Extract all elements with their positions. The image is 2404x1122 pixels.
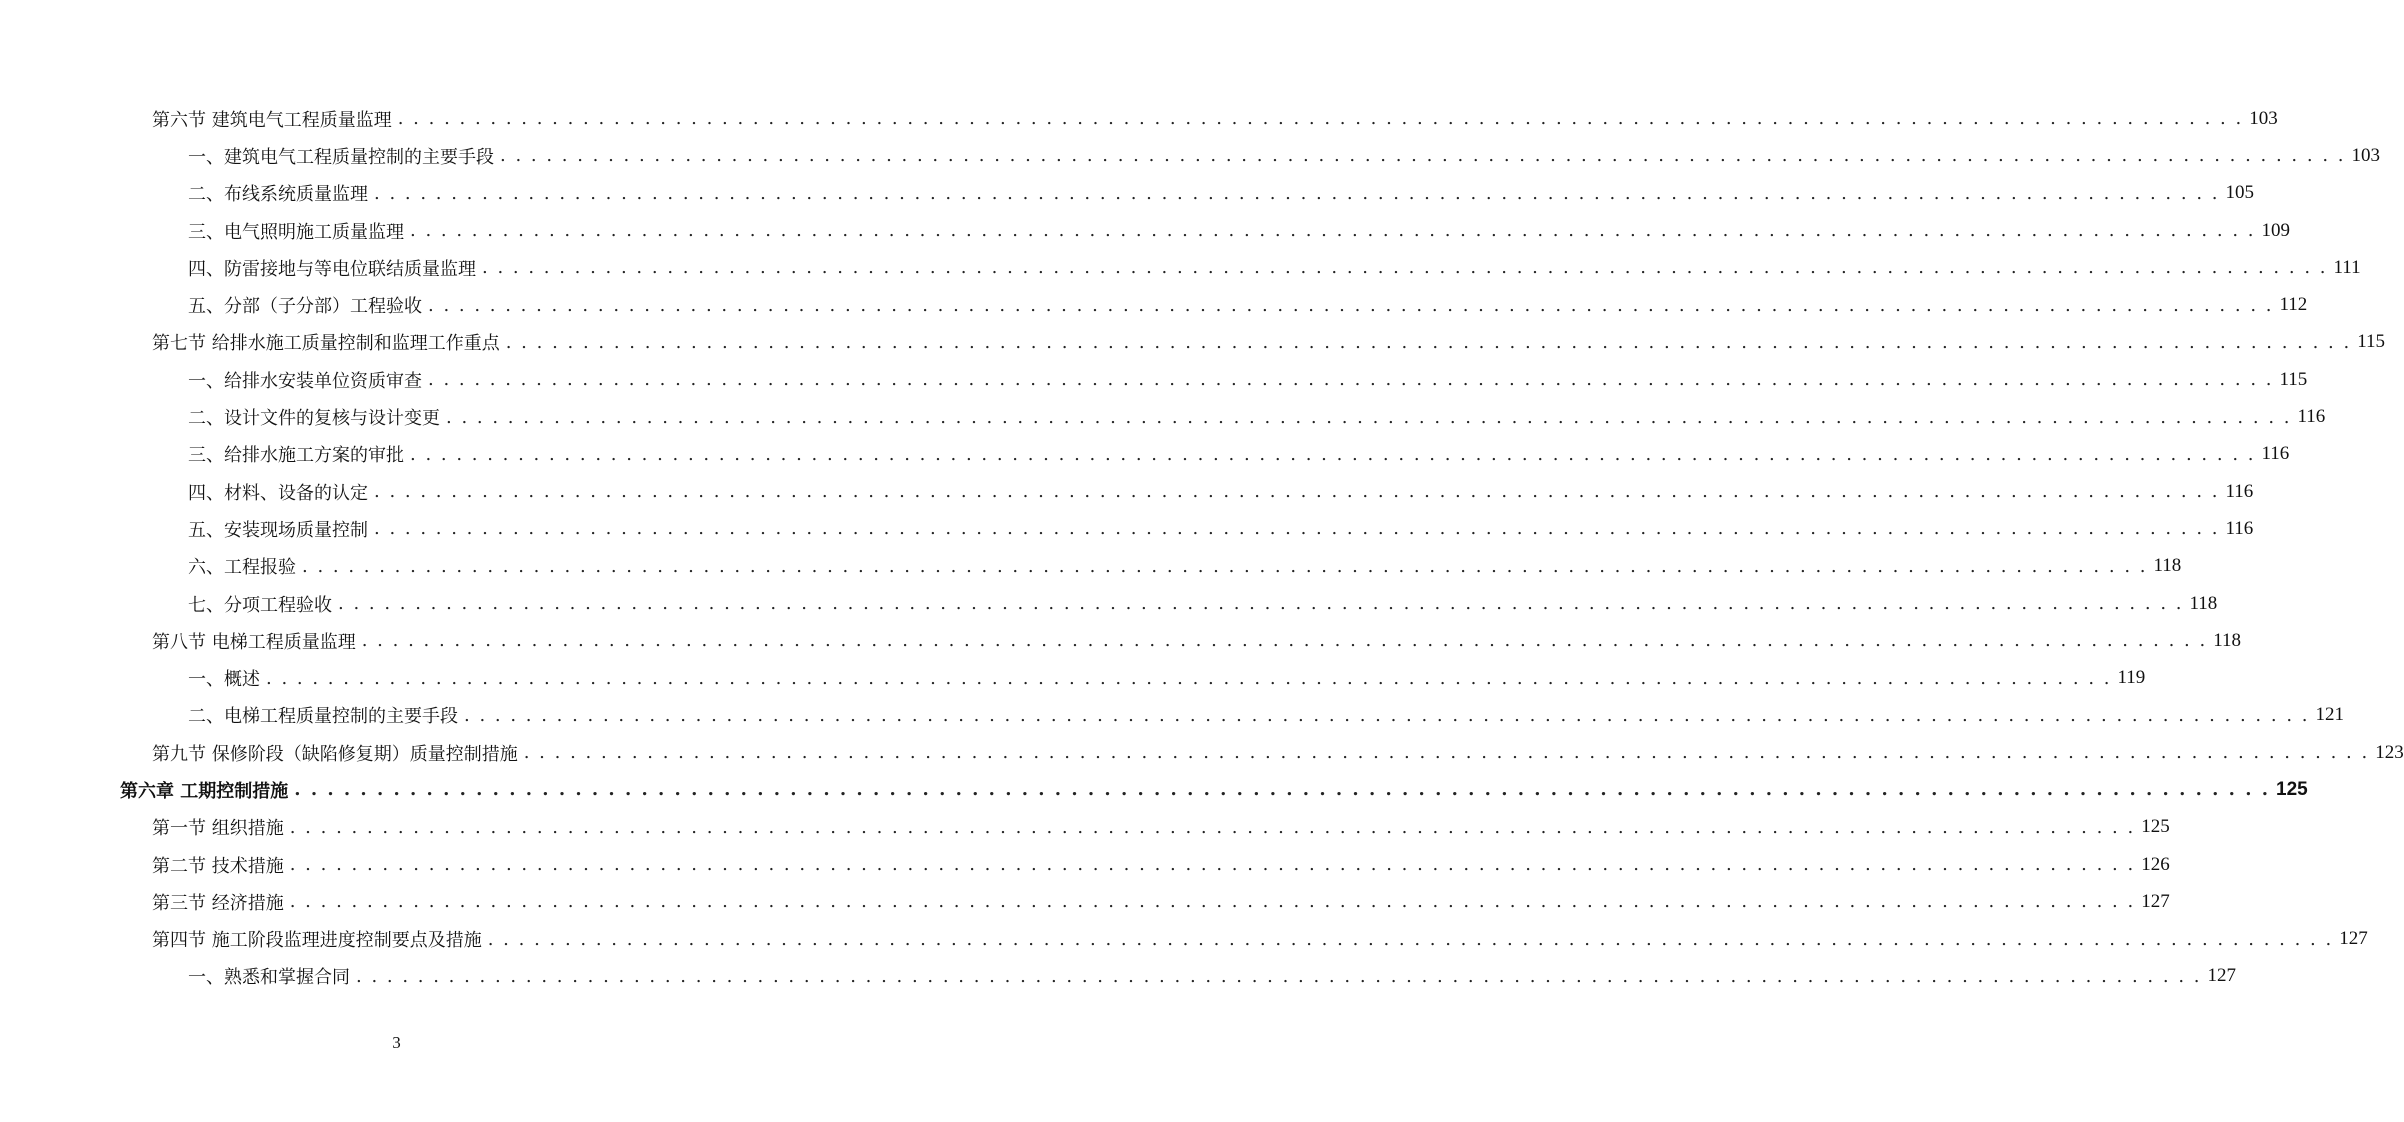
toc-entry-title: 七、分项工程验收 [188, 594, 332, 616]
toc-entry-title: 第八节 电梯工程质量监理 [152, 631, 356, 653]
toc-entry-line [188, 665, 2146, 691]
toc-entry-page: 112 [2279, 294, 2308, 316]
toc-entry-page: 115 [2357, 331, 2386, 353]
toc-entry-page: 126 [2141, 853, 2170, 875]
dot-leader: . . . . . . . . . . . . . . . . . . . . . . . . . . . . . . . . . . . . . . . . . . . . . . . . . . . . . . . . . . . . . . . . . . . . . . . . . . . . . . . . . . . . . . . . . . . . . . . . . . . . . . . . . . . . . . . . . . . . . . . . [446, 406, 2292, 428]
toc-entry-title: 六、工程报验 [188, 557, 296, 579]
toc-entry-line [188, 516, 2254, 542]
toc-section-entry[interactable] [0, 809, 2170, 846]
page-number: 3 [392, 1033, 401, 1052]
toc-entry-line [152, 814, 2170, 840]
dot-leader: . . . . . . . . . . . . . . . . . . . . . . . . . . . . . . . . . . . . . . . . . . . . . . . . . . . . . . . . . . . . . . . . . . . . . . . . . . . . . . . . . . . . . . . . . . . . . . . . . . . . . . . . . . . . . . . . . . . . . . . . [505, 331, 2352, 353]
toc-entry-title: 五、安装现场质量控制 [188, 519, 368, 541]
toc-subsection-entry[interactable] [0, 398, 2326, 435]
toc-entry-line [152, 852, 2170, 878]
toc-entry-title: 四、材料、设备的认定 [188, 482, 368, 504]
dot-leader: . . . . . . . . . . . . . . . . . . . . . . . . . . . . . . . . . . . . . . . . . . . . . . . . . . . . . . . . . . . . . . . . . . . . . . . . . . . . . . . . . . . . . . . . . . . . . . . . . . . . . . . . . . . . . . . . . . . . . . . . [302, 555, 2148, 577]
toc-subsection-entry[interactable] [0, 473, 2254, 510]
toc-entry-line [188, 591, 2218, 617]
toc-subsection-entry[interactable] [0, 212, 2290, 249]
toc-entry-line [188, 143, 2380, 169]
toc-subsection-entry[interactable] [0, 175, 2254, 212]
toc-entry-page: 111 [2333, 256, 2361, 278]
toc-subsection-entry[interactable] [0, 249, 2361, 286]
table-of-contents [0, 100, 2404, 995]
dot-leader: . . . . . . . . . . . . . . . . . . . . . . . . . . . . . . . . . . . . . . . . . . . . . . . . . . . . . . . . . . . . . . . . . . . . . . . . . . . . . . . . . . . . . . . . . . . . . . . . . . . . . . . . . . . . . . . . . . . . . . . . [482, 257, 2328, 279]
toc-entry-page: 116 [2297, 406, 2326, 428]
toc-entry-line [152, 329, 2386, 355]
dot-leader: . . . . . . . . . . . . . . . . . . . . . . . . . . . . . . . . . . . . . . . . . . . . . . . . . . . . . . . . . . . . . . . . . . . . . . . . . . . . . . . . . . . . . . . . . . . . . . . . . . . . . . . . . . . . . . . . . . . . . . . . [428, 369, 2274, 391]
toc-entry-line [188, 479, 2254, 505]
toc-entry-title: 三、给排水施工方案的审批 [188, 445, 404, 467]
dot-leader: . . . . . . . . . . . . . . . . . . . . . . . . . . . . . . . . . . . . . . . . . . . . . . . . . . . . . . . . . . . . . . . . . . . . . . . . . . . . . . . . . . . . . . . . . . . . . . . . . . . . . . . . . . . . . . . . . . . . . . . . [410, 443, 2256, 465]
toc-entry-title: 一、概述 [188, 669, 260, 691]
toc-entry-line [152, 926, 2368, 952]
dot-leader: . . . . . . . . . . . . . . . . . . . . . . . . . . . . . . . . . . . . . . . . . . . . . . . . . . . . . . . . . . . . . . . . . . . . . . . . . . . . . . . . . . . . . . . . . . . . . . . . . . . . . . . . . . . . . . . . . . . . . . . . [338, 593, 2184, 614]
dot-leader: . . . . . . . . . . . . . . . . . . . . . . . . . . . . . . . . . . . . . . . . . . . . . . . . . . . . . . . . . . . . . . . . . . . . . . . . . . . . . . . . . . . . . . . . . . . . . . . . . . . . . . . . . . . . . . . . . . . . . . . . [374, 481, 2220, 503]
toc-subsection-entry[interactable] [0, 510, 2254, 547]
toc-entry-line [188, 367, 2308, 393]
dot-leader: . . . . . . . . . . . . . . . . . . . . . . . . . . . . . . . . . . . . . . . . . . . . . . . . . . . . . . . . . . . . . . . . . . . . . . . . . . . . . . . . . . . . . . . . . . . . . . . . . . . . . . . . . . . . . . . . . . . . . . . . [356, 965, 2202, 987]
toc-chapter-entry[interactable] [0, 771, 2308, 808]
toc-entry-page: 118 [2189, 592, 2218, 614]
dot-leader: . . . . . . . . . . . . . . . . . . . . . . . . . . . . . . . . . . . . . . . . . . . . . . . . . . . . . . . . . . . . . . . . . . . . . . . . . . . . . . . . . . . . . . . . . . . . . . . . . . . . . . . . . . . . . . . . . . . . . . . . [266, 667, 2112, 689]
toc-entry-line [188, 218, 2290, 244]
toc-entry-page: 105 [2225, 182, 2254, 204]
toc-entry-page: 125 [2141, 816, 2170, 838]
toc-entry-title: 第七节 给排水施工质量控制和监理工作重点 [152, 333, 500, 355]
toc-entry-title: 二、设计文件的复核与设计变更 [188, 408, 440, 430]
toc-entry-line [188, 441, 2290, 467]
toc-entry-page: 123 [2375, 741, 2404, 763]
dot-leader: . . . . . . . . . . . . . . . . . . . . . . . . . . . . . . . . . . . . . . . . . . . . . . . . . . . . . . . . . . . . . . . . . . . . . . . . . . . . . . . . . . . . . . . . . . . . . . . . . . . . . . . . . . . . . . . . . . . . . . . . [374, 182, 2220, 204]
toc-section-entry[interactable] [0, 921, 2368, 958]
dot-leader: . . . . . . . . . . . . . . . . . . . . . . . . . . . . . . . . . . . . . . . . . . . . . . . . . . . . . . . . . . . . . . . . . . . . . . . . . . . . . . . . . . . . . . . . . . . . . . . . . . . . . . . . . . . . . . . . . . . . . . . . [294, 779, 2270, 801]
dot-leader: . . . . . . . . . . . . . . . . . . . . . . . . . . . . . . . . . . . . . . . . . . . . . . . . . . . . . . . . . . . . . . . . . . . . . . . . . . . . . . . . . . . . . . . . . . . . . . . . . . . . . . . . . . . . . . . . . . . . . . . . [464, 704, 2310, 726]
dot-leader: . . . . . . . . . . . . . . . . . . . . . . . . . . . . . . . . . . . . . . . . . . . . . . . . . . . . . . . . . . . . . . . . . . . . . . . . . . . . . . . . . . . . . . . . . . . . . . . . . . . . . . . . . . . . . . . . . . . . . . . . [523, 742, 2370, 764]
toc-entry-page: 118 [2213, 629, 2242, 651]
toc-entry-line [188, 553, 2182, 579]
toc-entry-page: 116 [2225, 517, 2254, 539]
toc-entry-line [188, 963, 2236, 989]
toc-entry-line [188, 292, 2308, 318]
toc-subsection-entry[interactable] [0, 659, 2146, 696]
toc-section-entry[interactable] [0, 883, 2170, 920]
toc-entry-title: 五、分部（子分部）工程验收 [188, 296, 422, 318]
toc-entry-page: 116 [2261, 443, 2290, 465]
toc-entry-page: 127 [2207, 965, 2236, 987]
toc-entry-title: 第六章 工期控制措施 [120, 780, 289, 802]
toc-entry-title: 二、布线系统质量监理 [188, 184, 368, 206]
toc-entry-page: 103 [2351, 144, 2380, 166]
toc-entry-title: 一、熟悉和掌握合同 [188, 967, 350, 989]
toc-section-entry[interactable] [0, 324, 2386, 361]
toc-entry-line [188, 404, 2326, 430]
toc-entry-title: 第四节 施工阶段监理进度控制要点及措施 [152, 930, 482, 952]
toc-entry-page: 118 [2153, 555, 2182, 577]
dot-leader: . . . . . . . . . . . . . . . . . . . . . . . . . . . . . . . . . . . . . . . . . . . . . . . . . . . . . . . . . . . . . . . . . . . . . . . . . . . . . . . . . . . . . . . . . . . . . . . . . . . . . . . . . . . . . . . . . . . . . . . . [289, 854, 2136, 876]
dot-leader: . . . . . . . . . . . . . . . . . . . . . . . . . . . . . . . . . . . . . . . . . . . . . . . . . . . . . . . . . . . . . . . . . . . . . . . . . . . . . . . . . . . . . . . . . . . . . . . . . . . . . . . . . . . . . . . . . . . . . . . . [374, 518, 2220, 540]
toc-subsection-entry[interactable] [0, 548, 2182, 585]
toc-entry-title: 第二节 技术措施 [152, 855, 284, 877]
toc-entry-line [188, 702, 2344, 728]
toc-entry-title: 三、电气照明施工质量监理 [188, 221, 404, 243]
toc-entry-page: 116 [2225, 480, 2254, 502]
dot-leader: . . . . . . . . . . . . . . . . . . . . . . . . . . . . . . . . . . . . . . . . . . . . . . . . . . . . . . . . . . . . . . . . . . . . . . . . . . . . . . . . . . . . . . . . . . . . . . . . . . . . . . . . . . . . . . . . . . . . . . . . [500, 145, 2346, 167]
dot-leader: . . . . . . . . . . . . . . . . . . . . . . . . . . . . . . . . . . . . . . . . . . . . . . . . . . . . . . . . . . . . . . . . . . . . . . . . . . . . . . . . . . . . . . . . . . . . . . . . . . . . . . . . . . . . . . . . . . . . . . . . [410, 220, 2256, 242]
toc-subsection-entry[interactable] [0, 585, 2218, 622]
toc-entry-title: 第九节 保修阶段（缺陷修复期）质量控制措施 [152, 743, 518, 765]
toc-subsection-entry[interactable] [0, 958, 2236, 995]
toc-entry-title: 四、防雷接地与等电位联结质量监理 [188, 258, 476, 280]
toc-entry-line [120, 777, 2308, 803]
dot-leader: . . . . . . . . . . . . . . . . . . . . . . . . . . . . . . . . . . . . . . . . . . . . . . . . . . . . . . . . . . . . . . . . . . . . . . . . . . . . . . . . . . . . . . . . . . . . . . . . . . . . . . . . . . . . . . . . . . . . . . . . [289, 891, 2136, 913]
toc-entry-page: 125 [2276, 778, 2308, 800]
toc-entry-title: 第六节 建筑电气工程质量监理 [152, 109, 392, 131]
toc-entry-title: 一、给排水安装单位资质审查 [188, 370, 422, 392]
toc-entry-page: 119 [2117, 667, 2146, 689]
dot-leader: . . . . . . . . . . . . . . . . . . . . . . . . . . . . . . . . . . . . . . . . . . . . . . . . . . . . . . . . . . . . . . . . . . . . . . . . . . . . . . . . . . . . . . . . . . . . . . . . . . . . . . . . . . . . . . . . . . . . . . . . [428, 294, 2274, 316]
toc-entry-page: 127 [2339, 928, 2368, 950]
toc-entry-title: 第三节 经济措施 [152, 892, 284, 914]
toc-entry-page: 115 [2279, 368, 2308, 390]
toc-subsection-entry[interactable] [0, 436, 2290, 473]
toc-entry-page: 121 [2315, 704, 2344, 726]
toc-section-entry[interactable] [0, 100, 2278, 137]
toc-subsection-entry[interactable] [0, 361, 2308, 398]
toc-entry-title: 一、建筑电气工程质量控制的主要手段 [188, 146, 494, 168]
toc-entry-line [152, 106, 2278, 132]
toc-section-entry[interactable] [0, 622, 2242, 659]
toc-entry-line [152, 889, 2170, 915]
dot-leader: . . . . . . . . . . . . . . . . . . . . . . . . . . . . . . . . . . . . . . . . . . . . . . . . . . . . . . . . . . . . . . . . . . . . . . . . . . . . . . . . . . . . . . . . . . . . . . . . . . . . . . . . . . . . . . . . . . . . . . . . [361, 630, 2208, 652]
toc-section-entry[interactable] [0, 846, 2170, 883]
toc-subsection-entry[interactable] [0, 137, 2380, 174]
toc-subsection-entry[interactable] [0, 286, 2308, 323]
dot-leader: . . . . . . . . . . . . . . . . . . . . . . . . . . . . . . . . . . . . . . . . . . . . . . . . . . . . . . . . . . . . . . . . . . . . . . . . . . . . . . . . . . . . . . . . . . . . . . . . . . . . . . . . . . . . . . . . . . . . . . . . [289, 816, 2136, 838]
toc-section-entry[interactable] [0, 734, 2404, 771]
toc-entry-line [152, 740, 2404, 766]
toc-entry-title: 第一节 组织措施 [152, 818, 284, 840]
toc-entry-line [188, 180, 2254, 206]
dot-leader: . . . . . . . . . . . . . . . . . . . . . . . . . . . . . . . . . . . . . . . . . . . . . . . . . . . . . . . . . . . . . . . . . . . . . . . . . . . . . . . . . . . . . . . . . . . . . . . . . . . . . . . . . . . . . . . . . . . . . . . . [397, 108, 2244, 130]
toc-subsection-entry[interactable] [0, 697, 2344, 734]
toc-entry-page: 109 [2261, 219, 2290, 241]
toc-entry-line [188, 255, 2361, 281]
toc-entry-title: 二、电梯工程质量控制的主要手段 [188, 706, 458, 728]
toc-entry-line [152, 628, 2242, 654]
toc-entry-page: 127 [2141, 890, 2170, 912]
dot-leader: . . . . . . . . . . . . . . . . . . . . . . . . . . . . . . . . . . . . . . . . . . . . . . . . . . . . . . . . . . . . . . . . . . . . . . . . . . . . . . . . . . . . . . . . . . . . . . . . . . . . . . . . . . . . . . . . . . . . . . . . [487, 928, 2334, 950]
toc-entry-page: 103 [2249, 107, 2278, 129]
